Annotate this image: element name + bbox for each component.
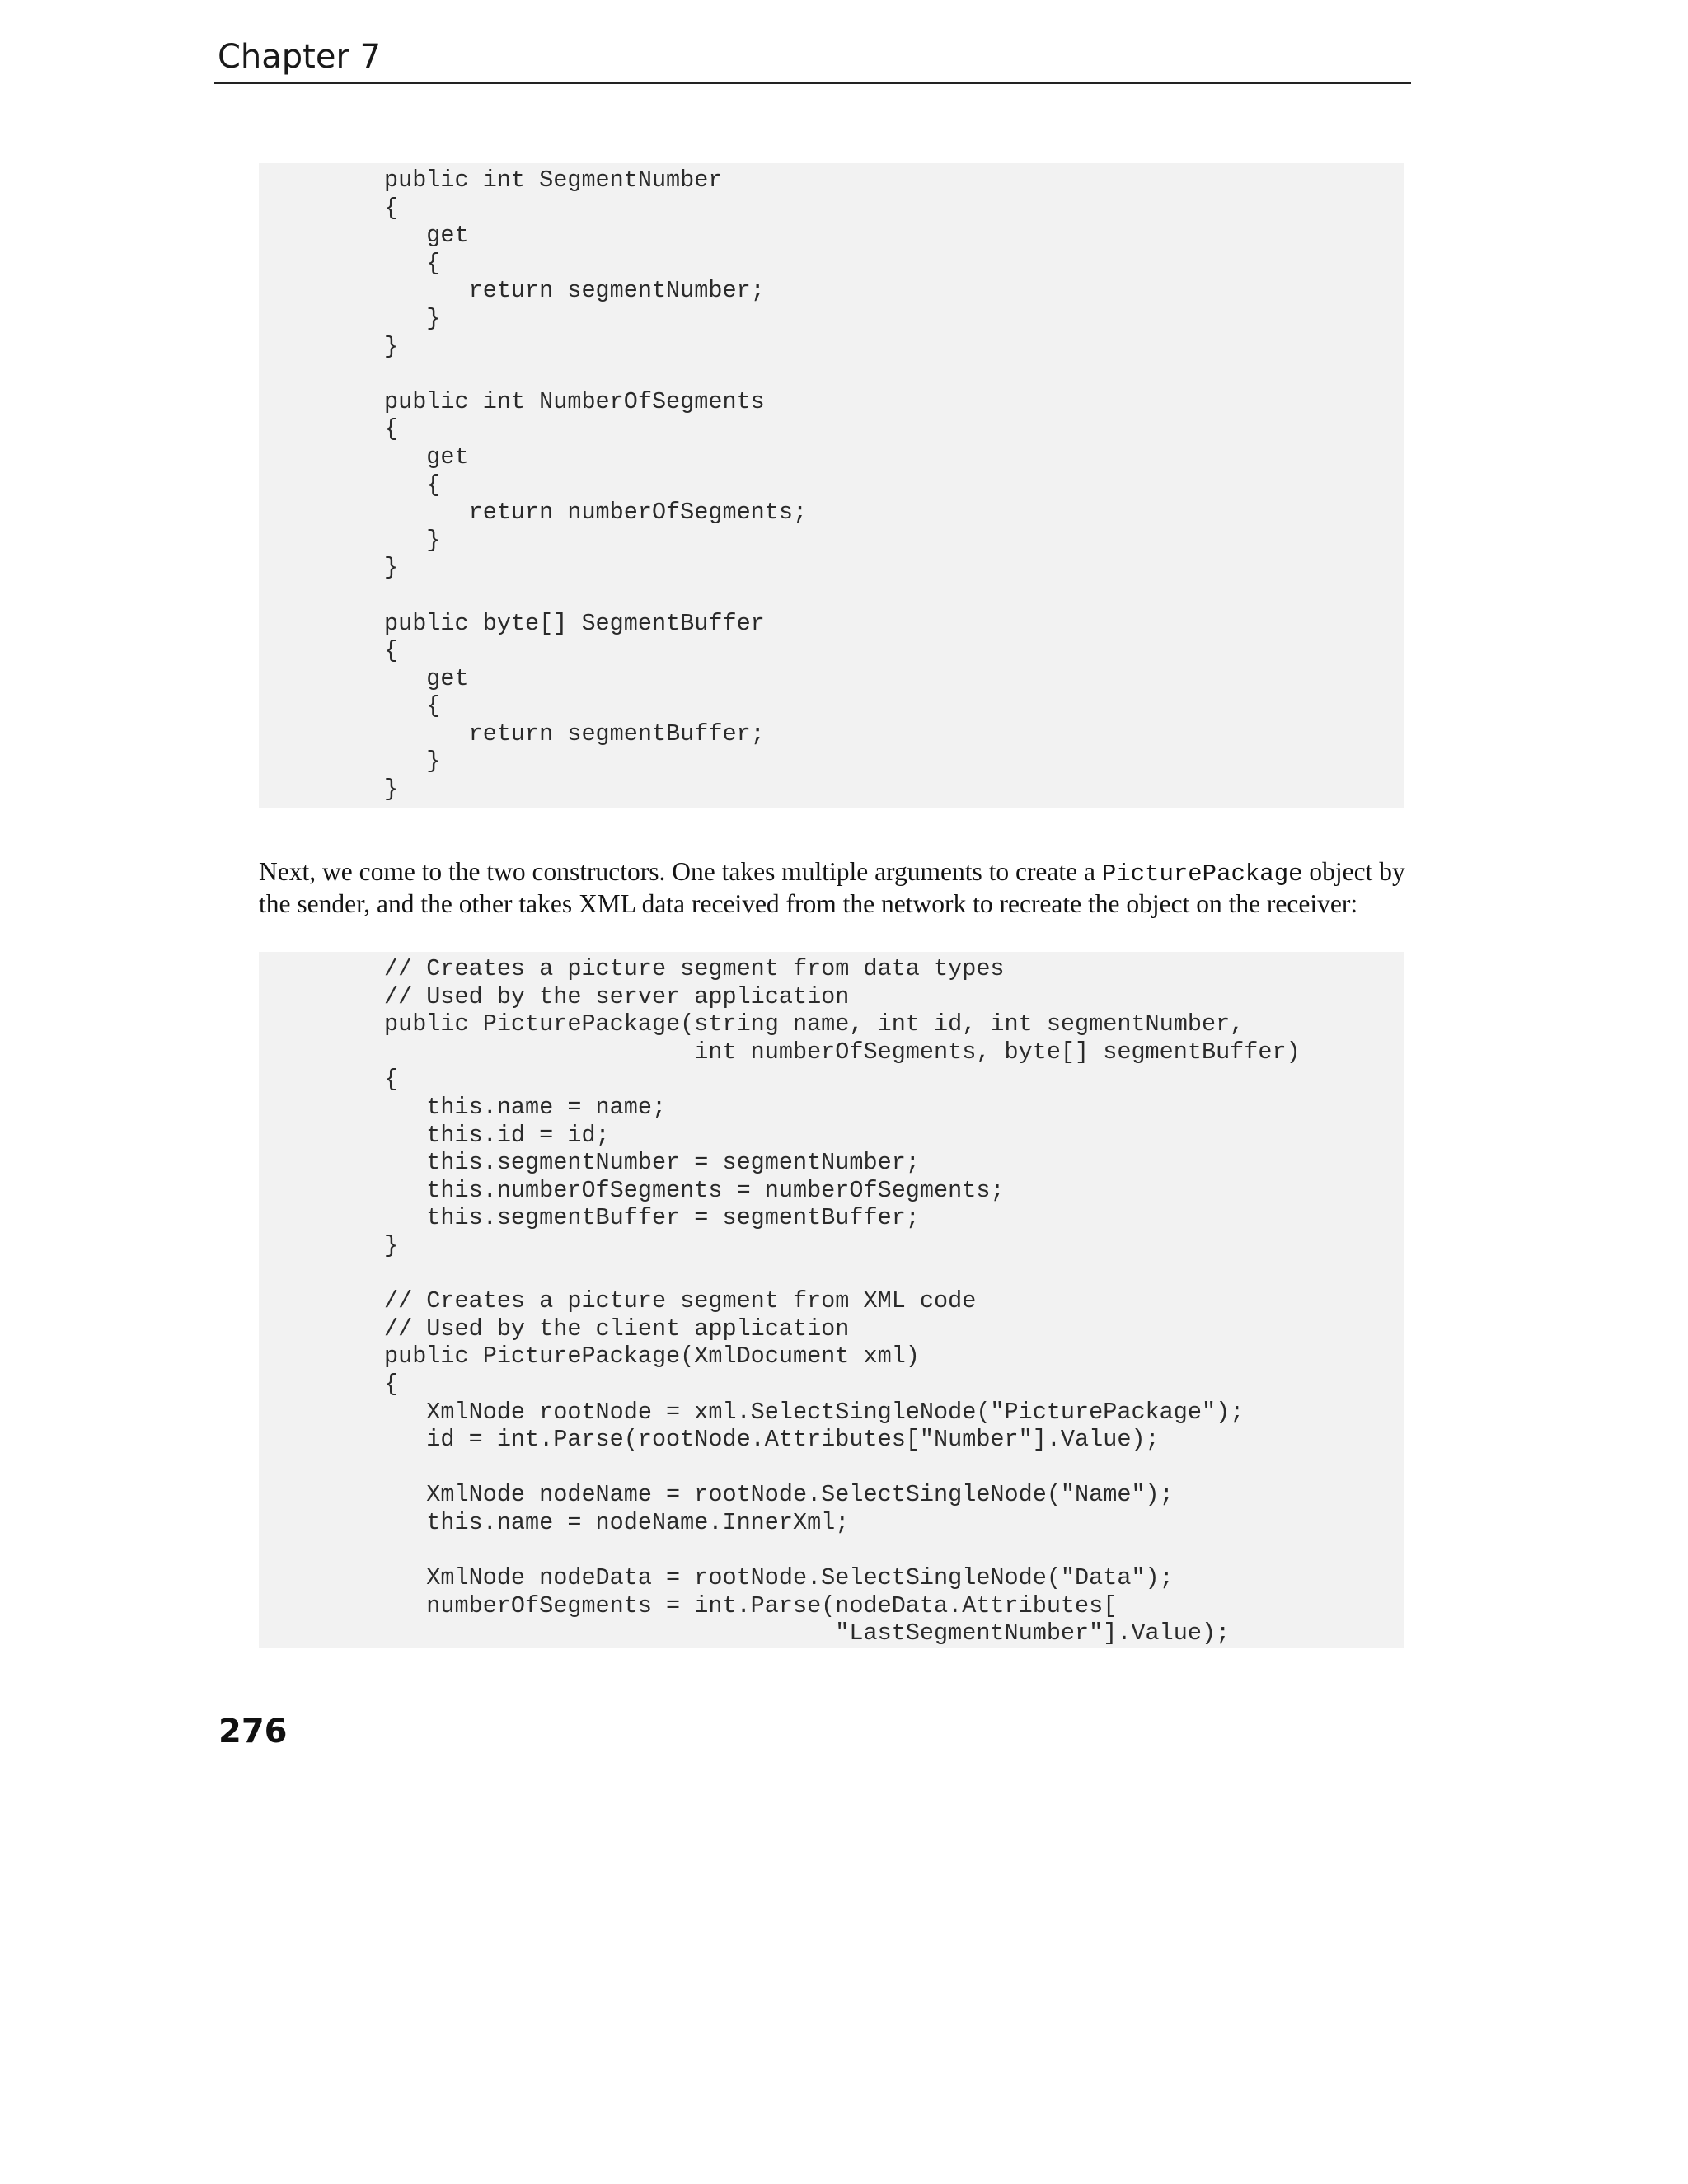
code-line: this.name = nodeName.InnerXml; [384,1508,850,1536]
code-line: return segmentBuffer; [384,719,765,748]
code-line: // Creates a picture segment from XML code [384,1287,977,1315]
code-line: this.numberOfSegments = numberOfSegments; [384,1176,1005,1204]
code-line: public byte[] SegmentBuffer [384,609,765,637]
code-line: { [384,249,441,277]
code-line: } [384,1231,399,1259]
code-line: this.name = name; [384,1093,667,1121]
code-line: } [384,526,441,554]
code-line: get [384,443,469,471]
code-line: this.id = id; [384,1121,610,1149]
code-line: } [384,304,441,332]
inline-code-picturepackage: PicturePackage [1101,860,1303,888]
code-line [384,1260,1404,1288]
code-line: return segmentNumber; [384,277,765,305]
code-line: XmlNode nodeData = rootNode.SelectSingleNode("Data"); [384,1564,1174,1592]
chapter-title: Chapter 7 [218,38,382,76]
code-line: public int SegmentNumber [384,166,723,194]
code-line: get [384,222,469,250]
body-paragraph [259,857,1421,920]
code-line: id = int.Parse(rootNode.Attributes["Number"].Value); [384,1426,1160,1454]
code-block-constructors [259,952,1404,1648]
code-line: } [384,332,399,360]
code-block-properties [259,163,1404,808]
page-number: 276 [218,1713,288,1750]
code-line: XmlNode rootNode = xml.SelectSingleNode("PicturePackage"); [384,1398,1245,1426]
code-line: // Creates a picture segment from data types [384,955,1005,982]
paragraph-text-start: Next, we come to the two constructors. One takes multiple arguments to create a [259,856,1102,886]
code-line [384,1536,1404,1564]
code-line: // Used by the client application [384,1315,850,1343]
page-header [214,36,1411,84]
code-line: this.segmentNumber = segmentNumber; [384,1149,920,1177]
code-line: public PicturePackage(string name, int id, int segmentNumber, [384,1010,1245,1038]
code-line: { [384,194,399,222]
paragraph-text-end: object by the sender, and the other takes XML data received from the network to recreate the object on the receiver: [259,856,1405,918]
code-line: this.segmentBuffer = segmentBuffer; [384,1204,920,1232]
code-line: numberOfSegments = int.Parse(nodeData.Attributes[ [384,1591,1118,1619]
code-line: { [384,415,399,443]
code-line [384,582,1404,610]
code-line [384,1454,1404,1482]
code-line: "LastSegmentNumber"].Value); [384,1619,1231,1647]
code-line: public int NumberOfSegments [384,387,765,415]
code-line: return numberOfSegments; [384,499,808,527]
code-line: int numberOfSegments, byte[] segmentBuffer) [384,1038,1301,1066]
code-line: { [384,637,399,665]
code-line: get [384,664,469,692]
code-line: } [384,776,399,804]
code-line: public PicturePackage(XmlDocument xml) [384,1343,920,1371]
code-line: XmlNode nodeName = rootNode.SelectSingleNode("Name"); [384,1481,1174,1509]
code-line: { [384,692,441,720]
code-line: { [384,1066,399,1094]
code-line: { [384,471,441,499]
code-line: // Used by the server application [384,982,850,1010]
code-line: } [384,748,441,776]
code-line: { [384,1370,399,1398]
code-line [384,360,1404,388]
code-line: } [384,554,399,582]
